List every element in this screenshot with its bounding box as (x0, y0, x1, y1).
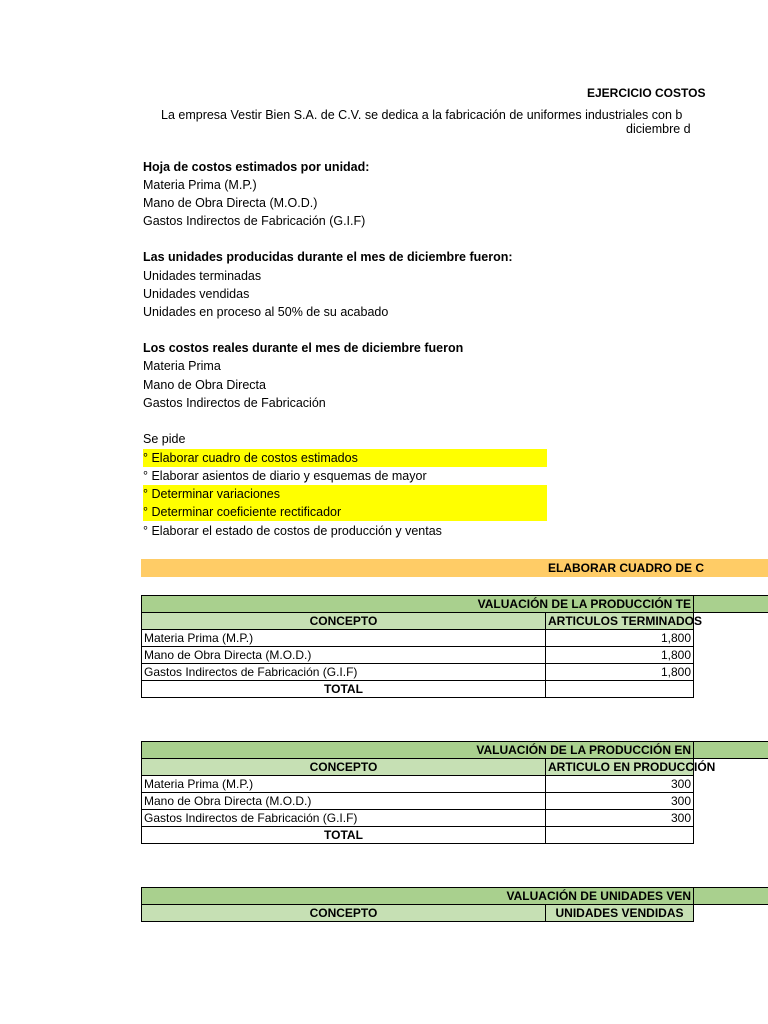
valuation-table-sold (141, 887, 694, 922)
table-title-extension (693, 741, 768, 759)
estimated-cost-item: Materia Prima (M.P.) (143, 178, 257, 192)
table-header-row (142, 759, 694, 776)
production-item: Unidades en proceso al 50% de su acabado (143, 305, 389, 319)
value-header: ARTICULO EN PRODUCCIÓN (546, 759, 694, 776)
concept-cell: Gastos Indirectos de Fabricación (G.I.F) (142, 810, 546, 827)
concept-header: CONCEPTO (142, 905, 546, 922)
section-banner (141, 559, 768, 577)
table-row (142, 810, 694, 827)
table-title-extension (693, 887, 768, 905)
concept-cell: Mano de Obra Directa (M.O.D.) (142, 647, 546, 664)
table-title: VALUACIÓN DE UNIDADES VEN (142, 888, 694, 905)
value-cell: 300 (546, 776, 694, 793)
intro-text-line-1: La empresa Vestir Bien S.A. de C.V. se dedica a la fabricación de uniformes industriales con b (161, 108, 683, 122)
estimated-cost-item: Mano de Obra Directa (M.O.D.) (143, 196, 318, 210)
total-value-cell (546, 681, 694, 698)
table-row (142, 793, 694, 810)
estimated-cost-item: Gastos Indirectos de Fabricación (G.I.F) (143, 214, 366, 228)
requirement-item-highlighted: ° Determinar coeficiente rectificador (143, 503, 547, 521)
value-cell: 1,800 (546, 647, 694, 664)
production-heading: Las unidades producidas durante el mes de diciembre fueron: (143, 250, 513, 264)
requirement-item: ° Elaborar asientos de diario y esquemas de mayor (143, 469, 427, 483)
concept-cell: Mano de Obra Directa (M.O.D.) (142, 793, 546, 810)
real-cost-item: Mano de Obra Directa (143, 378, 266, 392)
table-title-row (142, 888, 694, 905)
production-item: Unidades terminadas (143, 269, 262, 283)
concept-header: CONCEPTO (142, 613, 546, 630)
valuation-table-finished (141, 595, 702, 698)
value-header: UNIDADES VENDIDAS (546, 905, 694, 922)
value-cell: 1,800 (546, 630, 694, 647)
real-cost-item: Materia Prima (143, 359, 221, 373)
table-row (142, 647, 694, 664)
total-label: TOTAL (142, 827, 546, 844)
table-title: VALUACIÓN DE LA PRODUCCIÓN EN (142, 742, 694, 759)
concept-header: CONCEPTO (142, 759, 546, 776)
table-title-row (142, 596, 694, 613)
table-title: VALUACIÓN DE LA PRODUCCIÓN TE (142, 596, 694, 613)
table-row (142, 664, 694, 681)
requirements-heading: Se pide (143, 432, 186, 446)
table-header-row (142, 613, 694, 630)
total-label: TOTAL (142, 681, 546, 698)
table-row (142, 630, 694, 647)
requirement-item-highlighted: ° Determinar variaciones (143, 485, 547, 503)
total-row (142, 827, 694, 844)
estimated-costs-heading: Hoja de costos estimados por unidad: (143, 160, 370, 174)
section-banner-label: ELABORAR CUADRO DE C (548, 561, 704, 575)
intro-text-line-2: diciembre d (626, 122, 691, 136)
concept-cell: Materia Prima (M.P.) (142, 630, 546, 647)
value-cell: 1,800 (546, 664, 694, 681)
concept-cell: Gastos Indirectos de Fabricación (G.I.F) (142, 664, 546, 681)
production-item: Unidades vendidas (143, 287, 250, 301)
real-cost-item: Gastos Indirectos de Fabricación (143, 396, 326, 410)
table-title-row (142, 742, 694, 759)
requirement-item: ° Elaborar el estado de costos de producción y ventas (143, 524, 442, 538)
value-header: ARTICULOS TERMINADOS (546, 613, 694, 630)
table-row (142, 776, 694, 793)
requirement-item-highlighted: ° Elaborar cuadro de costos estimados (143, 449, 547, 467)
concept-cell: Materia Prima (M.P.) (142, 776, 546, 793)
value-cell: 300 (546, 810, 694, 827)
real-costs-heading: Los costos reales durante el mes de diciembre fueron (143, 341, 464, 355)
total-value-cell (546, 827, 694, 844)
table-title-extension (693, 595, 768, 613)
table-header-row (142, 905, 694, 922)
document-title: EJERCICIO COSTOS (587, 86, 706, 100)
total-row (142, 681, 694, 698)
valuation-table-in-process (141, 741, 716, 844)
value-cell: 300 (546, 793, 694, 810)
